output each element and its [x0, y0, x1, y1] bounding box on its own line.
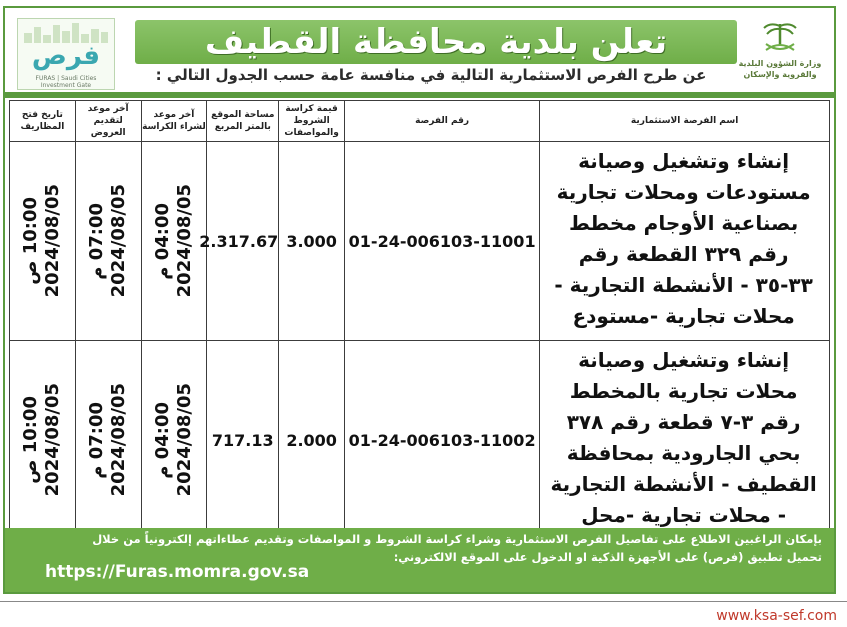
page-subtitle: عن طرح الفرص الاستثمارية التالية في منافسة عامة حسب الجدول التالي : — [155, 66, 707, 84]
table-row — [10, 341, 830, 540]
palm-swords-icon — [760, 20, 800, 56]
purchase-deadline-date: 2024/08/05 — [173, 383, 195, 497]
skyline-icon — [24, 23, 108, 43]
column-header: رقم الفرصة — [345, 101, 540, 142]
envelope-opening — [10, 341, 76, 540]
purchase-deadline — [141, 341, 207, 540]
booklet-value — [279, 341, 345, 540]
envelope-opening-time: 10:00 ص — [20, 197, 42, 285]
table-row — [10, 142, 830, 341]
offers-deadline-date: 2024/08/05 — [108, 184, 130, 298]
opportunity-number — [345, 142, 540, 341]
announcement-frame — [3, 6, 836, 594]
purchase-deadline — [141, 142, 207, 341]
ministry-logo — [736, 20, 824, 90]
booklet-value — [279, 142, 345, 341]
envelope-opening-date: 2024/08/05 — [42, 383, 64, 497]
column-header: آخر موعد لتقديم العروض — [75, 101, 141, 142]
column-header: قيمة كراسة الشروط والمواصفات — [279, 101, 345, 142]
site-area-text: 717.13 — [211, 430, 274, 450]
site-area — [199, 142, 279, 341]
title-banner — [135, 20, 737, 64]
opportunities-table — [9, 100, 830, 540]
column-header: تاريخ فتح المظاريف — [10, 101, 76, 142]
furas-logo — [17, 18, 115, 90]
opportunity-name: إنشاء وتشغيل وصيانة مستودعات ومحلات تجارية بصناعية الأوجام مخطط رقم ٣٢٩ القطعة رقم ٣٣-٣٥ - الأنشطة التجارية - محلات تجارية -مستودع — [540, 142, 830, 341]
offers-deadline-time: 07:00 م — [86, 202, 108, 280]
opportunity-name: إنشاء وتشغيل وصيانة محلات تجارية بالمخطط رقم ٣-٧ قطعة رقم ٣٧٨ بحي الجارودية بمحافظة القطيف - الأنشطة التجارية - محلات تجارية -محل — [540, 341, 830, 540]
offers-deadline-date: 2024/08/05 — [108, 383, 130, 497]
purchase-deadline-time: 04:00 م — [151, 401, 173, 479]
opportunity-number-value: 01-24-006103-11002 — [348, 430, 536, 450]
footer-text-line1: بإمكان الراغبين الاطلاع على تفاصيل الفرص الاستثمارية وشراء كراسة الشروط و المواصفات وتقديم عطاءاتهم إلكترونياً من خلال — [92, 532, 822, 546]
footer-text-line2: تحميل تطبيق (فرص) على الأجهزة الذكية او الدخول على الموقع الالكتروني: — [393, 550, 822, 564]
offers-deadline — [75, 142, 141, 341]
envelope-opening-time: 10:00 ص — [20, 396, 42, 484]
site-area-text: 2.317.67 — [199, 231, 279, 251]
furas-logo-subtitle: FURAS | Saudi Cities Investment Gate — [35, 75, 97, 89]
table-header-row — [10, 101, 830, 142]
furas-website-link[interactable]: https://Furas.momra.gov.sa — [45, 562, 310, 582]
header-divider — [5, 92, 834, 98]
page-title: تعلن بلدية محافظة القطيف — [204, 22, 668, 62]
envelope-opening-date: 2024/08/05 — [42, 184, 64, 298]
opportunity-number-value: 01-24-006103-11001 — [348, 231, 536, 251]
column-header: آخر موعد لشراء الكراسة — [141, 101, 207, 142]
page-divider — [0, 601, 847, 602]
offers-deadline-time: 07:00 م — [86, 401, 108, 479]
column-header: مساحة الموقع بالمتر المربع — [207, 101, 279, 142]
purchase-deadline-time: 04:00 م — [151, 202, 173, 280]
booklet-value-text: 2.000 — [286, 430, 337, 450]
column-header: اسم الفرصة الاستثمارية — [540, 101, 830, 142]
source-website-link[interactable]: www.ksa-sef.com — [716, 608, 837, 624]
footer-banner — [5, 528, 834, 592]
furas-logo-word: فرص — [31, 41, 101, 71]
offers-deadline — [75, 341, 141, 540]
site-area — [207, 341, 279, 540]
booklet-value-text: 3.000 — [286, 231, 337, 251]
opportunity-number — [345, 341, 540, 540]
purchase-deadline-date: 2024/08/05 — [173, 184, 195, 298]
announcement-header — [5, 8, 834, 96]
envelope-opening — [10, 142, 76, 341]
ministry-logo-text: وزارة الشؤون البلدية والقروية والإسكان — [738, 59, 822, 79]
